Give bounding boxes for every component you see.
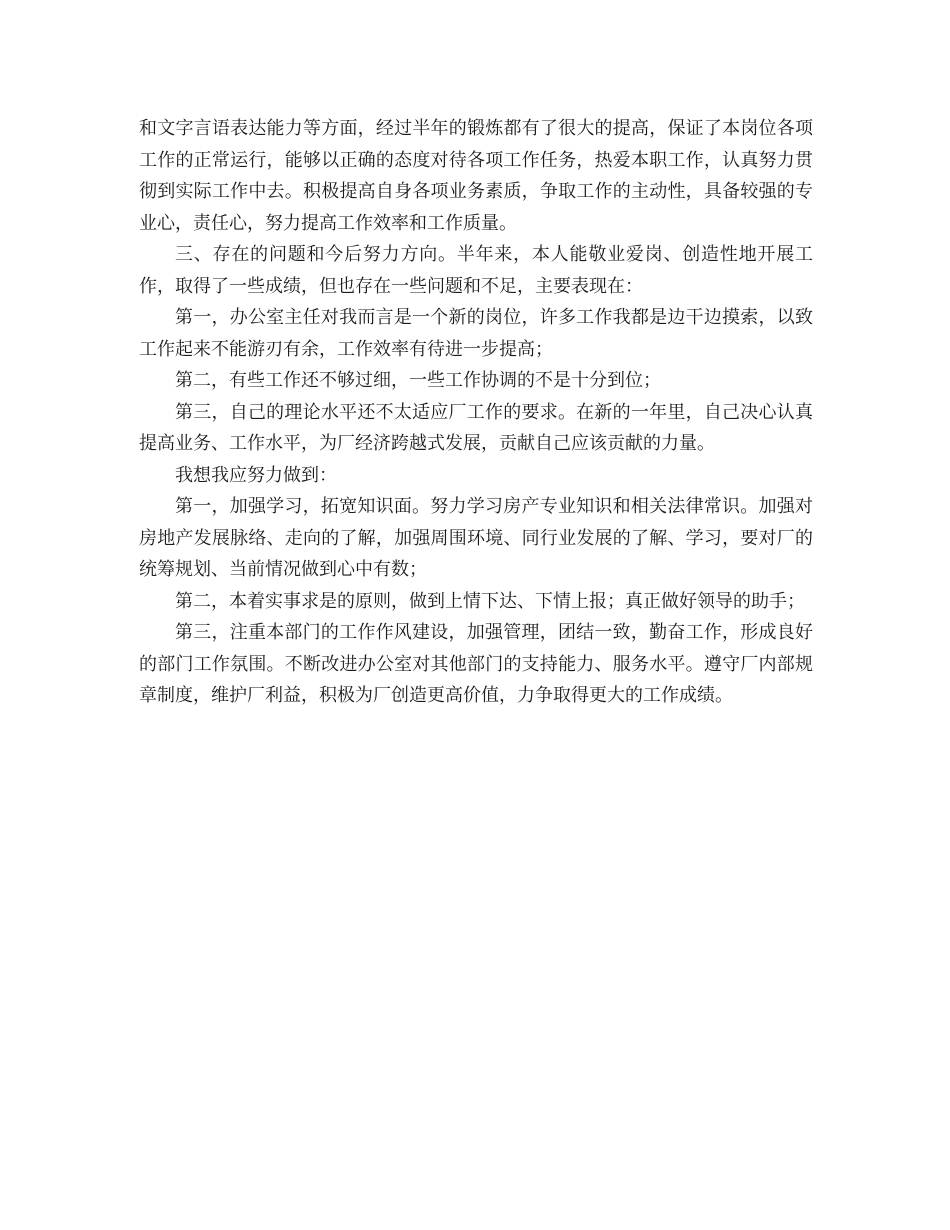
paragraph-plan-two: 第二，本着实事求是的原则，做到上情下达、下情上报；真正做好领导的助手；: [175, 590, 805, 612]
paragraph-section-three: 三、存在的问题和今后努力方向。半年来，本人能敬业爱岗、创造性地开展工作，取得了一些成绩，但也存在一些问题和不足，主要表现在：: [139, 244, 813, 297]
paragraph-problem-three: 第三，自己的理论水平还不太适应厂工作的要求。在新的一年里，自己决心认真提高业务、工作水平，为厂经济跨越式发展，贡献自己应该贡献的力量。: [139, 401, 813, 454]
paragraph-continuation: 和文字言语表达能力等方面，经过半年的锻炼都有了很大的提高，保证了本岗位各项工作的正常运行，能够以正确的态度对待各项工作任务，热爱本职工作，认真努力贯彻到实际工作中去。积极提高自身各项业务素质，争取工作的主动性，具备较强的专业心，责任心，努力提高工作效率和工作质量。: [139, 118, 813, 234]
paragraph-problem-one: 第一，办公室主任对我而言是一个新的岗位，许多工作我都是边干边摸索，以致工作起来不能游刃有余，工作效率有待进一步提高；: [139, 307, 813, 360]
paragraph-plan-one: 第一，加强学习，拓宽知识面。努力学习房产专业知识和相关法律常识。加强对房地产发展脉络、走向的了解，加强周围环境、同行业发展的了解、学习，要对厂的统筹规划、当前情况做到心中有数；: [139, 496, 813, 580]
document-body: [139, 113, 813, 712]
paragraph-plan-intro: 我想我应努力做到：: [175, 464, 337, 486]
paragraph-problem-two: 第二，有些工作还不够过细，一些工作协调的不是十分到位；: [175, 370, 661, 391]
paragraph-plan-three: 第三，注重本部门的工作作风建设，加强管理，团结一致，勤奋工作，形成良好的部门工作氛围。不断改进办公室对其他部门的支持能力、服务水平。遵守厂内部规章制度，维护厂利益，积极为厂创造更高价值，力争取得更大的工作成绩。: [139, 622, 813, 706]
